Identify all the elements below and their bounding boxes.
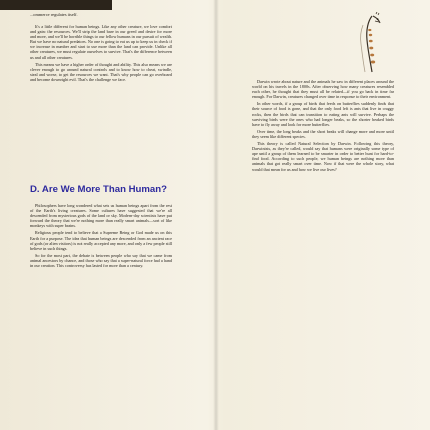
paragraph: This theory is called Natural Selection by Darwin. Following this theory, Darwinists, as they're called, would say that humans were originally some type of ape until a group of them learned to be smarter in order to better hunt for hard-to-find food. According to such people, we human beings are nothing more than animals that got really smart over time. Now if that were the whole story, what would that mean for us and how we live our lives? xyxy=(252,141,394,172)
paragraph: Darwin wrote about nature and the animals he saw in different places around the world on his travels in the 1800s. After observing how many creatures resembled each other, he thought that they must all be related—if you go back in time far enough. For Darwin, creatures changed over time in response to their environment. xyxy=(252,79,394,100)
paragraph: So for the most part, the debate is between people who say that we came from animal ancestors by chance, and those who say that a super-natural force had a hand in our creation. This controversy has lasted for more than a century. xyxy=(30,252,172,269)
top-page-band xyxy=(0,0,112,10)
paragraph: Over time, the long beaks and the short beaks will change more and more until they seem like different species. xyxy=(252,128,394,139)
giraffe-illustration-icon xyxy=(332,12,398,76)
intro-fragment xyxy=(30,12,108,22)
paragraph: It's a little different for human beings. Like any other creature, we love comfort and gain: the resources. We'll strip the land bare in our greed and desire for more and more, and we'll be horrible things to our fellow humans in our pursuit of wealth. But we have no natural predators. No one is going to eat us up to keep us in check if we increase in number and start to use more than the land can provide. Unlike all other creatures, we must regulate ourselves to survive. That's the difference between us and all other creatures. xyxy=(30,24,172,60)
paragraph: This means we have a higher order of thought and ability. This also means we are clever enough to go around natural controls and to know how to cheat, swindle, steal and worse, to get the resources we want. That's why people can go overboard and become downright evil. That's the challenge we face. xyxy=(30,61,172,82)
paragraph: In other words, if a group of birds that feeds on butterflies suddenly finds that their source of food is gone, and that the only food left is ants that live in craggy rocks, then the birds that can transition to eating ants will survive. Perhaps the surviving birds were the ones who had longer beaks, so the shorter beaked birds have to fly away and look for more butterflies. xyxy=(252,101,394,127)
left-bottom-column xyxy=(30,203,172,418)
book-spine xyxy=(213,0,219,430)
intro-text: ...ommerce regulates itself. xyxy=(30,12,78,17)
left-column xyxy=(30,24,172,174)
right-column xyxy=(252,79,394,417)
paragraph: Philosophers have long wondered what sets us human beings apart from the rest of the Earth's living creatures. Some cultures have suggested that we're all descended from mysterious gods of the land or sky. Modern-day scientists have put forward the theory that we're nothing more than really smart animals—sort of like monkeys with super brains. xyxy=(30,203,172,229)
section-heading: D. Are We More Than Human? xyxy=(30,184,167,195)
paragraph: Religious people tend to believe that a Supreme Being or God made us on this Earth for a purpose. The idea that human beings are descended from an ancient race of gods (or alien visitors) is not really accepted any more, and only a few people still believe in such things. xyxy=(30,230,172,251)
